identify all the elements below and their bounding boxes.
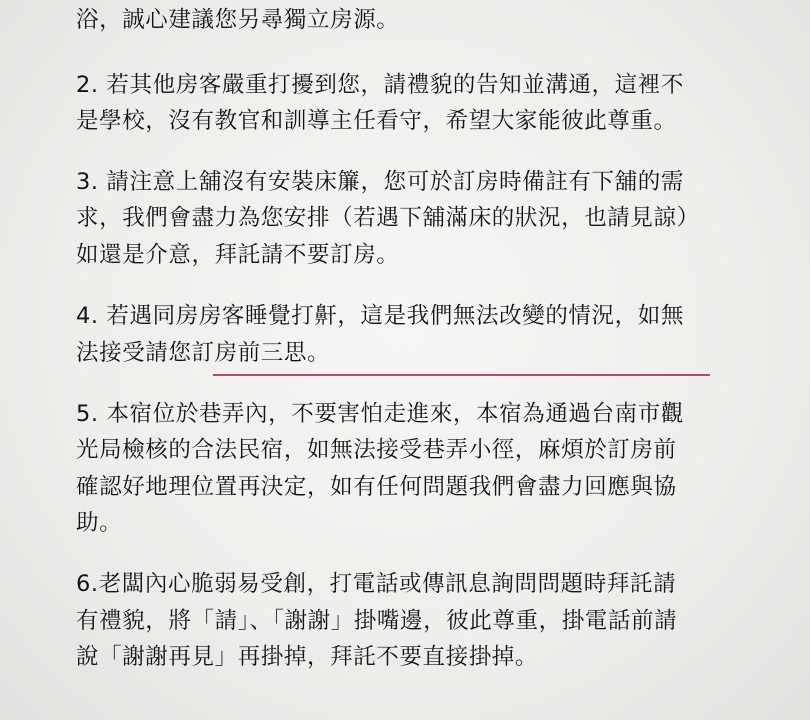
rule-3-line-3: 如還是介意，拜託請不要訂房。 xyxy=(76,242,400,268)
rule-5-line-4: 助。 xyxy=(76,510,123,536)
rule-1-continuation-line: 浴，誠心建議您另尋獨立房源。 xyxy=(76,7,400,33)
section-divider xyxy=(213,374,710,376)
rule-3-line-1: 3. 請注意上舖沒有安裝床簾，您可於訂房時備註有下舖的需 xyxy=(76,169,684,195)
rule-2-line-1: 2. 若其他房客嚴重打擾到您，請禮貌的告知並溝通，這裡不 xyxy=(76,72,684,98)
rule-4-line-1: 4. 若遇同房房客睡覺打鼾，這是我們無法改變的情況，如無 xyxy=(76,303,684,329)
rule-6-line-3: 說「謝謝再見」再掛掉，拜託不要直接掛掉。 xyxy=(76,644,539,670)
rule-2-line-2: 是學校，沒有教官和訓導主任看守，希望大家能彼此尊重。 xyxy=(76,108,677,134)
rule-4-line-2: 法接受請您訂房前三思。 xyxy=(76,340,331,366)
rule-3-line-2: 求，我們會盡力為您安排（若遇下舖滿床的狀況，也請見諒） xyxy=(76,205,700,231)
rule-5-line-3: 確認好地理位置再決定，如有任何問題我們會盡力回應與協 xyxy=(76,474,677,500)
rule-6-line-2: 有禮貌，將「請」、「謝謝」掛嘴邊，彼此尊重，掛電話前請 xyxy=(76,608,678,634)
rule-6-line-1: 6.老闆內心脆弱易受創，打電話或傳訊息詢問問題時拜託請 xyxy=(76,571,677,597)
rule-5-line-1: 5. 本宿位於巷弄內，不要害怕走進來，本宿為通過台南市觀 xyxy=(76,401,684,427)
rule-5-line-2: 光局檢核的合法民宿，如無法接受巷弄小徑，麻煩於訂房前 xyxy=(76,437,677,463)
